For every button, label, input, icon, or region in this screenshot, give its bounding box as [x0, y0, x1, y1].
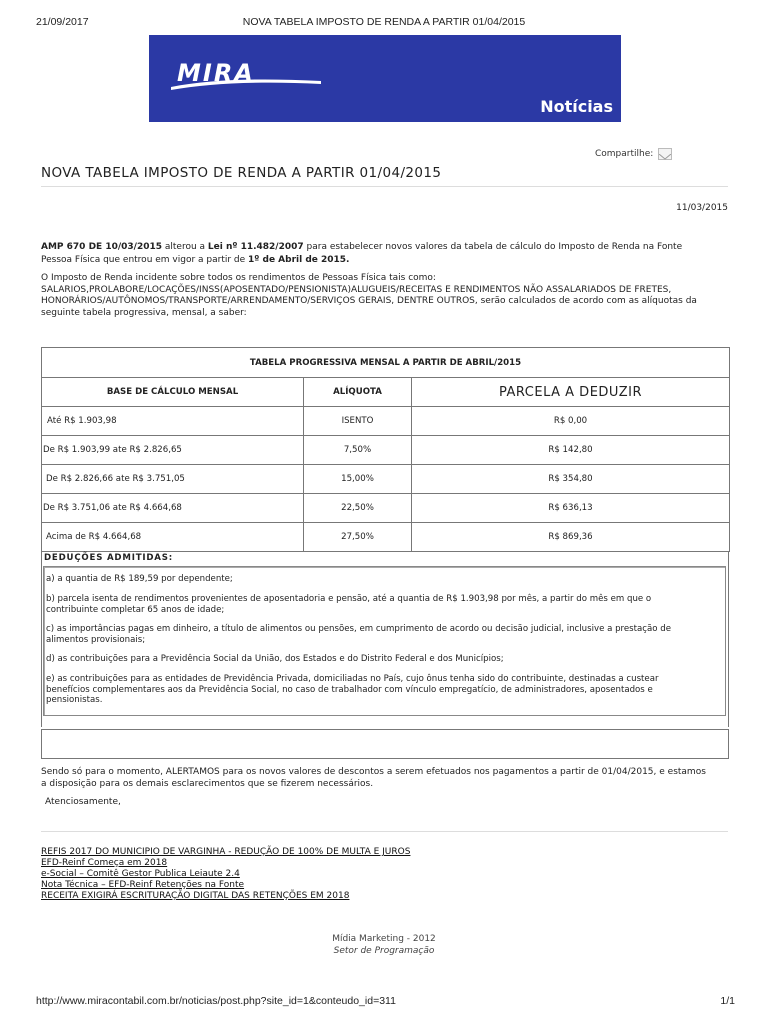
base-cell: Acima de R$ 4.664,68	[42, 523, 304, 552]
deductions-box	[43, 566, 726, 716]
intro-text: para estabelecer novos valores da tabela de cálculo do Imposto de Renda na Fonte	[303, 242, 683, 252]
paragraph-line: O Imposto de Renda incidente sobre todos os rendimentos de Pessoas Física tais como:	[41, 273, 436, 283]
deduction-e: e) as contribuições para as entidades de Previdência Privada, domiciliadas no País, cujo ônus tenha sido do contribuinte, destinadas a custear benefícios complementares aos da Previdência Social, no caso de trabalhador com vínculo empregatício, de administradores, aposentados e pensionistas.	[46, 674, 659, 705]
mira-logo[interactable]	[171, 57, 321, 91]
table-header: ALÍQUOTA	[304, 378, 412, 407]
table-row	[42, 465, 730, 494]
signoff: Atenciosamente,	[45, 797, 121, 807]
tax-table	[41, 347, 730, 552]
intro-text: Pessoa Física que entrou em vigor a partir de	[41, 255, 249, 265]
table-row	[42, 494, 730, 523]
rate-cell: 7,50%	[304, 436, 412, 465]
email-share-icon[interactable]	[658, 148, 672, 160]
intro-paragraph	[41, 241, 729, 267]
article-title: NOVA TABELA IMPOSTO DE RENDA A PARTIR 01/04/2015	[41, 165, 442, 181]
deduction-a: a) a quantia de R$ 189,59 por dependente;	[46, 574, 233, 584]
table-row	[42, 523, 730, 552]
empty-table-row	[41, 729, 729, 759]
related-link[interactable]: e-Social – Comitê Gestor Publica Leiaute 2.4	[41, 869, 240, 879]
footer-department: Setor de Programação	[333, 946, 435, 956]
related-link[interactable]: RECEITA EXIGIRÁ ESCRITURAÇÃO DIGITAL DAS RETENÇÕES EM 2018	[41, 891, 350, 901]
effective-date: 1º de Abril de 2015.	[248, 255, 350, 265]
article-date: 11/03/2015	[676, 203, 728, 213]
table-row	[42, 407, 730, 436]
paragraph-line: seguinte tabela progressiva, mensal, a saber:	[41, 307, 247, 318]
related-link[interactable]: Nota Técnica – EFD-Reinf Retenções na Fonte	[41, 880, 245, 890]
logo-text: MIRA	[177, 59, 255, 87]
paragraph-line: Sendo só para o momento, ALERTAMOS para os novos valores de descontos a serem efetuados nos pagamentos a partir de 01/04/2015, e estamos	[41, 767, 706, 777]
deduct-cell: R$ 0,00	[412, 407, 730, 436]
closing-paragraph	[41, 767, 729, 790]
section-label: Notícias	[540, 97, 613, 116]
print-date: 21/09/2017	[36, 16, 89, 28]
base-cell: De R$ 3.751,06 ate R$ 4.664,68	[42, 494, 304, 523]
share-label: Compartilhe:	[595, 149, 654, 159]
rate-cell: 27,50%	[304, 523, 412, 552]
paragraph-line: SALARIOS,PROLABORE/LOCAÇÕES/INSS(APOSENTADO/PENSIONISTA)ALUGUEIS/RECEITAS E RENDIMENTOS NÃO ASSALARIADOS DE FRETES,	[41, 284, 672, 295]
rate-cell: 22,50%	[304, 494, 412, 523]
rate-cell: 15,00%	[304, 465, 412, 494]
deduct-cell: R$ 636,13	[412, 494, 730, 523]
base-cell: Até R$ 1.903,98	[42, 407, 304, 436]
table-row	[42, 436, 730, 465]
base-cell: De R$ 2.826,66 ate R$ 3.751,05	[42, 465, 304, 494]
related-link[interactable]: REFIS 2017 DO MUNICIPIO DE VARGINHA - REDUÇÃO DE 100% DE MULTA E JUROS	[41, 847, 411, 857]
base-cell: De R$ 1.903,99 ate R$ 2.826,65	[42, 436, 304, 465]
paragraph-line: HONORÁRIOS/AUTÔNOMOS/TRANSPORTE/ARRENDAMENTO/SERVIÇOS GERAIS, DENTRE OUTROS, serão calculados de acordo com as alíquotas da	[41, 296, 697, 306]
title-divider	[41, 186, 728, 187]
deduct-cell: R$ 354,80	[412, 465, 730, 494]
deduction-d: d) as contribuições para a Previdência Social da União, dos Estados e do Distrito Federal e dos Municípios;	[46, 654, 504, 664]
deduct-cell: R$ 869,36	[412, 523, 730, 552]
deduct-cell: R$ 142,80	[412, 436, 730, 465]
law-reference: Lei nº 11.482/2007	[207, 242, 304, 252]
footer-credit: Mídia Marketing - 2012	[332, 934, 436, 944]
mp-reference: AMP 670 DE 10/03/2015	[41, 242, 162, 252]
paragraph-line: a disposição para os demais esclarecimentos que se fizerem necessários.	[41, 778, 374, 789]
table-header: PARCELA A DEDUZIR	[412, 378, 730, 407]
print-page-number: 1/1	[720, 995, 735, 1007]
deduction-c: c) as importâncias pagas em dinheiro, a título de alimentos ou pensões, em cumprimento de acordo ou decisão judicial, inclusive a prestação de alimentos provisionais;	[46, 624, 672, 645]
table-header: BASE DE CÁLCULO MENSAL	[42, 378, 304, 407]
table-title: TABELA PROGRESSIVA MENSAL A PARTIR DE ABRIL/2015	[42, 348, 730, 378]
site-banner[interactable]	[149, 35, 621, 122]
links-divider	[41, 831, 728, 832]
income-types-paragraph	[41, 273, 729, 319]
intro-text: alterou a	[162, 242, 208, 252]
rate-cell: ISENTO	[304, 407, 412, 436]
deduction-b: b) parcela isenta de rendimentos provenientes de aposentadoria e pensão, até a quantia de R$ 1.903,98 por mês, a partir do mês em que o contribuinte completar 65 anos de idade;	[46, 594, 652, 615]
related-link[interactable]: EFD-Reinf Começa em 2018	[41, 858, 168, 868]
print-title: NOVA TABELA IMPOSTO DE RENDA A PARTIR 01/04/2015	[242, 16, 526, 28]
print-url: http://www.miracontabil.com.br/noticias/post.php?site_id=1&conteudo_id=311	[36, 995, 396, 1007]
deductions-heading: DEDUÇÕES ADMITIDAS:	[44, 553, 173, 563]
